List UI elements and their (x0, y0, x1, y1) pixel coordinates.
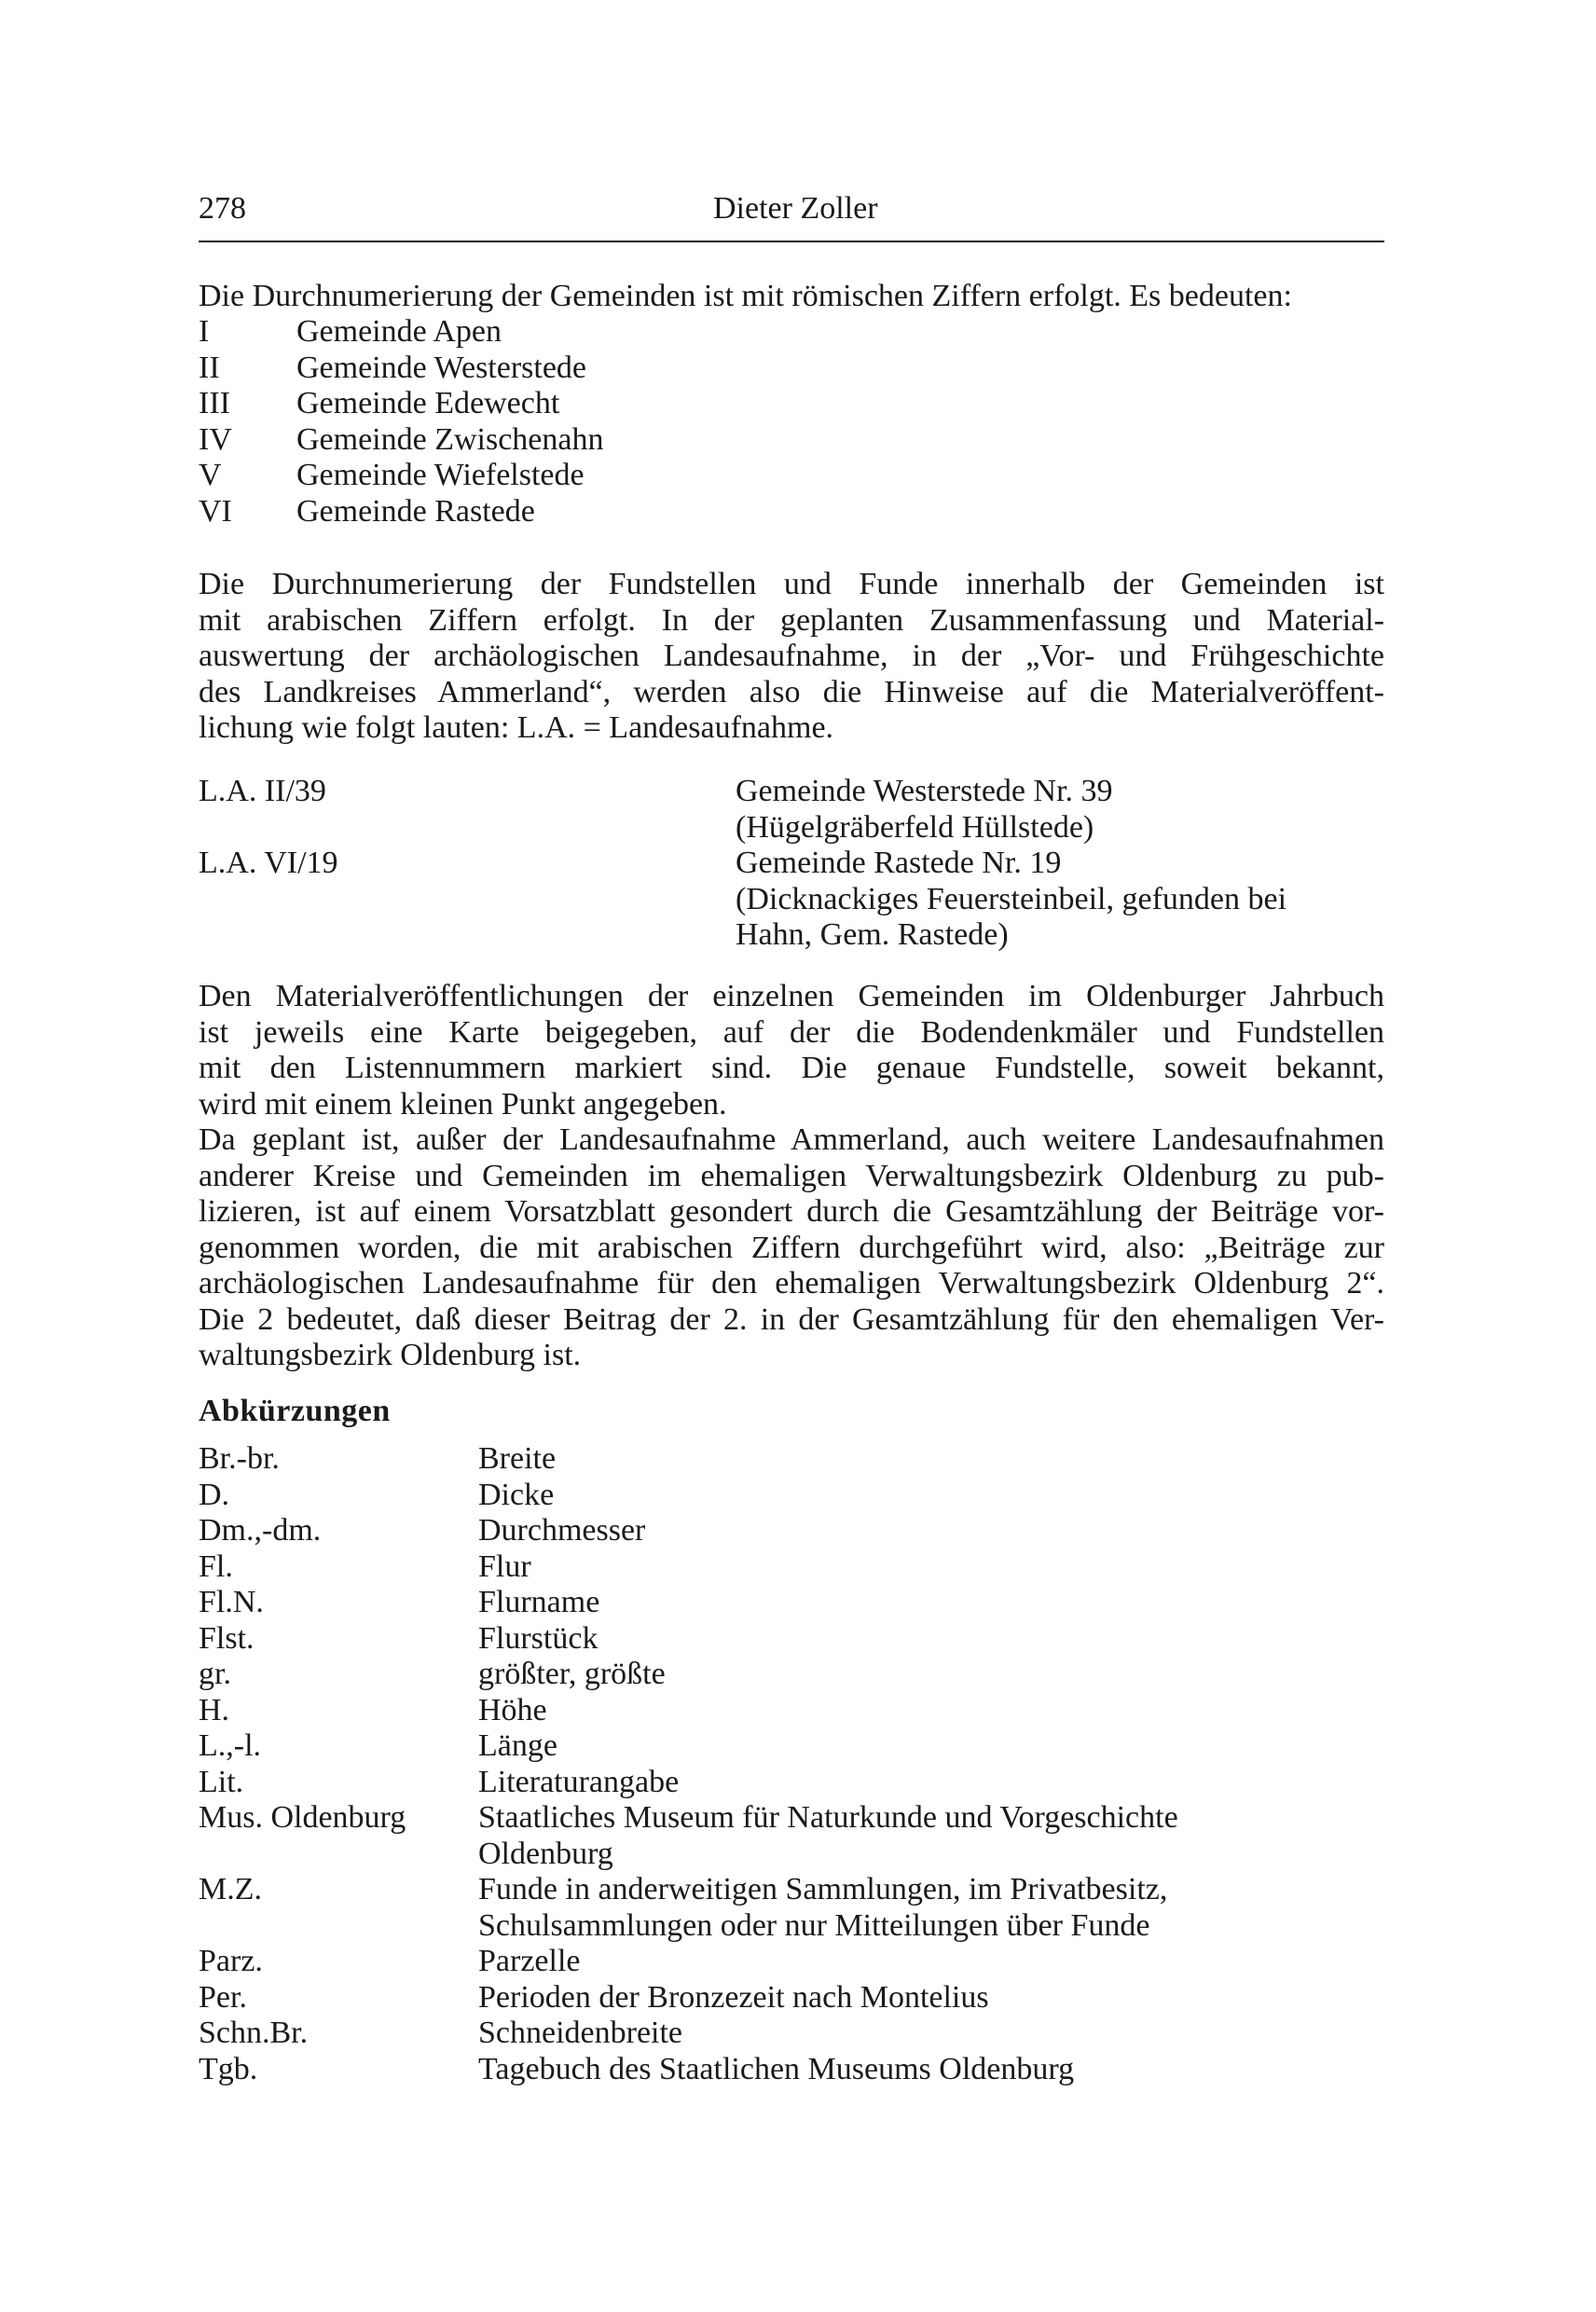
abbreviation-meaning (478, 1728, 1317, 1765)
abbreviation: H. (199, 1692, 230, 1727)
reference-line: Hahn, Gem. Rastede) (736, 917, 1009, 952)
abbreviation-meaning (478, 1621, 1317, 1658)
list-item (199, 314, 604, 351)
abbreviations-heading: Abkürzungen (199, 1394, 391, 1428)
paragraph-line: auswertung der archäologischen Landesaufnahme, in der „Vor- und Frühgeschichte (199, 639, 1384, 673)
abbreviation-meaning (478, 1657, 1317, 1693)
abbreviation: Per. (199, 1979, 247, 2015)
paragraph-line: anderer Kreise und Gemeinden im ehemaligen Verwaltungsbezirk Oldenburg zu pub- (199, 1158, 1384, 1193)
abbreviation: Tgb. (199, 2051, 258, 2086)
meaning-line: Literaturangabe (478, 1764, 680, 1799)
paragraph-materialveroeffentlichungen (199, 979, 1384, 1122)
paragraph-line: genommen worden, die mit arabischen Ziffern durchgeführt wird, also: „Beiträge zur (199, 1230, 1384, 1265)
abbreviation-row (199, 1513, 1317, 1549)
abbreviation-row (199, 1585, 1317, 1621)
reference-description (736, 774, 1332, 846)
abbreviation-meaning (478, 1800, 1317, 1872)
meaning-line: Schneidenbreite (478, 2016, 683, 2050)
abbreviation: Schn.Br. (199, 2016, 309, 2050)
abbreviation-row (199, 2052, 1317, 2088)
abbreviation-row (199, 1872, 1317, 1944)
paragraph-line: Die 2 bedeutet, daß dieser Beitrag der 2. in der Gesamtzählung für den ehemaligen Ver- (199, 1301, 1384, 1337)
abbreviation: Flst. (199, 1620, 255, 1656)
reference-examples (199, 774, 1332, 954)
abbreviation: Parz. (199, 1944, 263, 1978)
roman-numeral: VI (199, 493, 232, 529)
list-item (199, 458, 604, 494)
paragraph-line: mit den Listennummern markiert sind. Die genaue Fundstelle, soweit bekannt, (199, 1051, 1384, 1085)
abbreviation-row (199, 1728, 1317, 1765)
paragraph-line: wird mit einem kleinen Punkt angegeben. (199, 1086, 727, 1122)
reference-line: Gemeinde Westerstede Nr. 39 (736, 774, 1113, 808)
roman-numeral: V (199, 458, 222, 492)
paragraph-line: ist jeweils eine Karte beigegeben, auf der die Bodendenkmäler und Fundstellen (199, 1014, 1384, 1050)
running-head-author: Dieter Zoller (713, 191, 878, 226)
reference-key: L.A. VI/19 (199, 846, 338, 880)
paragraph-fundstellen (199, 567, 1384, 747)
abbreviations-table (199, 1441, 1317, 2087)
paragraph-line: lichung wie folgt lauten: L.A. = Landesaufnahme. (199, 710, 834, 745)
abbreviation: Lit. (199, 1764, 244, 1799)
paragraph-line: lizieren, ist auf einem Vorsatzblatt gesondert durch die Gesamtzählung der Beiträge vor- (199, 1194, 1384, 1229)
intro-sentence: Die Durchnumerierung der Gemeinden ist mit römischen Ziffern erfolgt. Es bedeuten: (199, 279, 1292, 313)
meaning-line: Durchmesser (478, 1513, 646, 1548)
abbreviation-meaning (478, 1441, 1317, 1478)
meaning-line: Länge (478, 1728, 557, 1763)
page-number: 278 (199, 191, 246, 226)
abbreviation-meaning (478, 2052, 1317, 2088)
reference-description (736, 846, 1332, 954)
abbreviation: Dm.,-dm. (199, 1513, 322, 1548)
abbreviation-meaning (478, 1765, 1317, 1801)
meaning-line: Breite (478, 1441, 557, 1476)
abbreviation: gr. (199, 1657, 231, 1691)
municipality-name: Gemeinde Edewecht (296, 386, 560, 420)
header-rule (199, 241, 1384, 242)
list-item (199, 422, 604, 459)
abbreviation-row (199, 1657, 1317, 1693)
abbreviation: Fl. (199, 1548, 233, 1584)
abbreviation-meaning (478, 1478, 1317, 1514)
roman-numeral: IV (199, 421, 232, 457)
abbreviation-row (199, 1980, 1317, 2016)
municipality-list (199, 314, 604, 530)
paragraph-line: des Landkreises Ammerland“, werden also die Hinweise auf die Materialveröffent- (199, 674, 1384, 709)
paragraph-line: mit arabischen Ziffern erfolgt. In der geplanten Zusammenfassung und Material- (199, 602, 1384, 638)
paragraph-line: Die Durchnumerierung der Fundstellen und Funde innerhalb der Gemeinden ist (199, 567, 1384, 601)
roman-numeral: I (199, 314, 210, 349)
reference-row (199, 774, 1332, 846)
municipality-name: Gemeinde Zwischenahn (296, 421, 604, 457)
abbreviation-meaning (478, 1513, 1317, 1549)
abbreviation: Mus. Oldenburg (199, 1800, 406, 1835)
abbreviation-meaning (478, 1980, 1317, 2016)
paragraph-line: waltungsbezirk Oldenburg ist. (199, 1338, 582, 1372)
list-item (199, 351, 604, 387)
municipality-name: Gemeinde Rastede (296, 493, 535, 529)
meaning-line: Flurstück (478, 1620, 598, 1656)
meaning-line: Funde in anderweitigen Sammlungen, im Privatbesitz, (478, 1872, 1168, 1906)
list-item (199, 386, 604, 422)
meaning-line: Perioden der Bronzezeit nach Montelius (478, 1979, 989, 2015)
abbreviation-row (199, 1621, 1317, 1658)
meaning-line: Schulsammlungen oder nur Mitteilungen über Funde (478, 1907, 1150, 1943)
abbreviation-meaning (478, 1693, 1317, 1729)
abbreviation-row (199, 1944, 1317, 1980)
meaning-line: Flur (478, 1548, 531, 1584)
meaning-line: Flurname (478, 1585, 600, 1619)
meaning-line: Tagebuch des Staatlichen Museums Oldenburg (478, 2051, 1075, 2086)
municipality-name: Gemeinde Westerstede (296, 350, 587, 385)
roman-numeral: III (199, 386, 230, 420)
meaning-line: Parzelle (478, 1944, 581, 1978)
meaning-line: größter, größte (478, 1657, 666, 1691)
abbreviation-row (199, 1765, 1317, 1801)
abbreviation-row (199, 1800, 1317, 1872)
meaning-line: Höhe (478, 1692, 547, 1727)
municipality-name: Gemeinde Apen (296, 314, 502, 349)
municipality-name: Gemeinde Wiefelstede (296, 458, 585, 492)
abbreviation-row (199, 1478, 1317, 1514)
reference-row (199, 846, 1332, 954)
abbreviation: D. (199, 1477, 230, 1512)
paragraph-line: Den Materialveröffentlichungen der einzelnen Gemeinden im Oldenburger Jahrbuch (199, 979, 1384, 1013)
abbreviation: M.Z. (199, 1872, 262, 1906)
abbreviation-row (199, 1693, 1317, 1729)
page-header (199, 191, 1384, 247)
abbreviation-meaning (478, 1585, 1317, 1621)
roman-numeral: II (199, 350, 220, 385)
paragraph-line: archäologischen Landesaufnahme für den ehemaligen Verwaltungsbezirk Oldenburg 2“. (199, 1266, 1384, 1300)
paragraph-gesamtzaehlung (199, 1122, 1384, 1374)
meaning-line: Oldenburg (478, 1836, 613, 1871)
abbreviation: Fl.N. (199, 1585, 264, 1619)
paragraph-line: Da geplant ist, außer der Landesaufnahme Ammerland, auch weitere Landesaufnahmen (199, 1122, 1384, 1157)
abbreviation: L.,-l. (199, 1728, 262, 1763)
meaning-line: Staatliches Museum für Naturkunde und Vorgeschichte (478, 1800, 1178, 1835)
abbreviation-row (199, 1441, 1317, 1478)
abbreviation-meaning (478, 1872, 1317, 1944)
list-item (199, 494, 604, 530)
reference-key: L.A. II/39 (199, 774, 326, 808)
abbreviation-meaning (478, 1549, 1317, 1586)
abbreviation: Br.-br. (199, 1441, 280, 1476)
abbreviation-meaning (478, 1944, 1317, 1980)
abbreviation-row (199, 2016, 1317, 2052)
reference-line: Gemeinde Rastede Nr. 19 (736, 846, 1062, 880)
reference-line: (Hügelgräberfeld Hüllstede) (736, 809, 1094, 845)
meaning-line: Dicke (478, 1477, 555, 1512)
reference-line: (Dicknackiges Feuersteinbeil, gefunden bei (736, 881, 1287, 916)
abbreviation-meaning (478, 2016, 1317, 2052)
abbreviation-row (199, 1549, 1317, 1586)
